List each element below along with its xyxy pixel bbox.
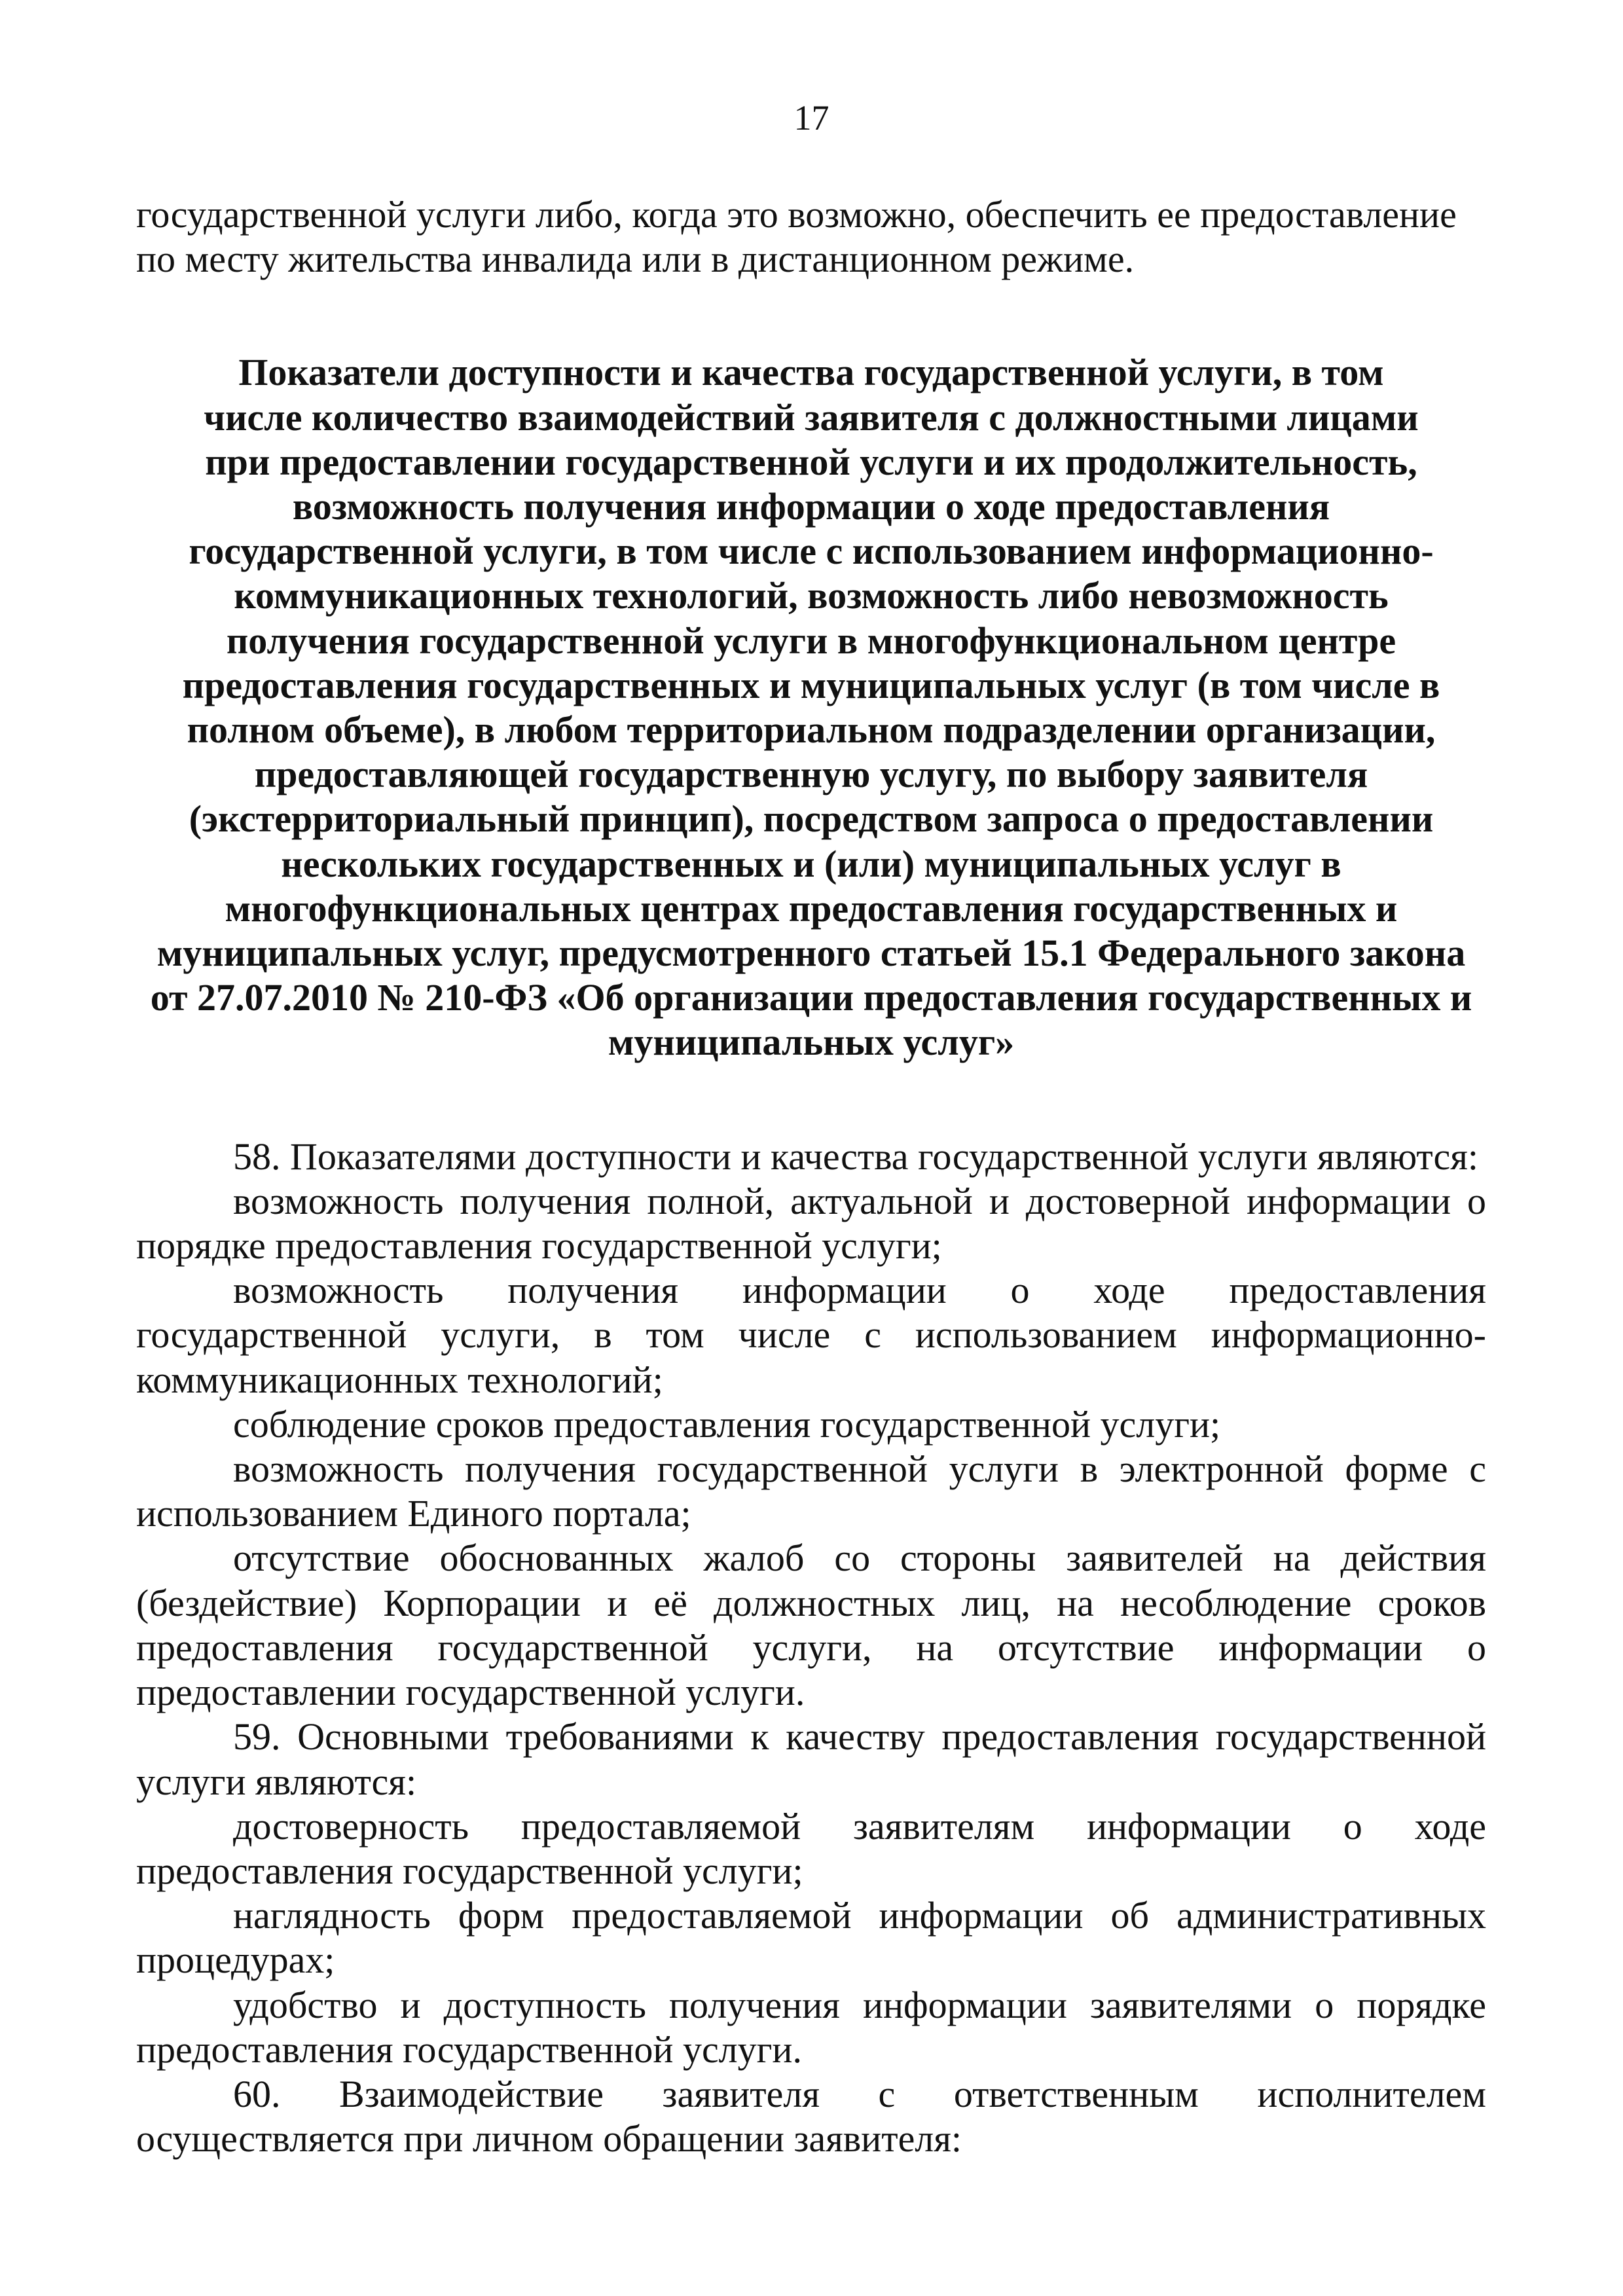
heading-line: полном объеме), в любом территориальном подразделении организации, — [187, 708, 1436, 752]
heading-line: возможность получения информации о ходе предоставления — [292, 485, 1330, 528]
heading-line: нескольких государственных и (или) муниципальных услуг в — [281, 842, 1341, 885]
paragraph-58: 58. Показателями доступности и качества государственной услуги являются: — [233, 1135, 1478, 1178]
heading-line: от 27.07.2010 № 210-ФЗ «Об организации предоставления государственных и — [150, 976, 1472, 1019]
list-item: возможность получения полной, актуальной и достоверной информации о порядке предоставления государственной услуги; — [136, 1179, 1486, 1267]
intro-line: государственной услуги либо, когда это возможно, обеспечить ее предоставление — [136, 193, 1457, 236]
document-body — [136, 192, 1486, 2161]
heading-line: числе количество взаимодействий заявителя с должностными лицами — [204, 395, 1419, 439]
paragraph-list — [136, 1135, 1486, 2162]
intro-line: по месту жительства инвалида или в дистанционном режиме. — [136, 238, 1135, 281]
paragraph-60: 60. Взаимодействие заявителя с ответственным исполнителем осуществляется при личном обращении заявителя: — [136, 2072, 1486, 2160]
heading-line: получения государственной услуги в многофункциональном центре — [226, 619, 1396, 662]
heading-line: предоставления государственных и муниципальных услуг (в том числе в — [182, 663, 1440, 706]
heading-line: многофункциональных центрах предоставления государственных и — [225, 886, 1398, 930]
heading-line: коммуникационных технологий, возможность либо невозможность — [234, 574, 1389, 617]
heading-line: Показатели доступности и качества государственной услуги, в том — [238, 351, 1384, 394]
intro-paragraph — [136, 192, 1486, 282]
list-item: достоверность предоставляемой заявителям информации о ходе предоставления государственной услуги; — [136, 1804, 1486, 1892]
list-item: возможность получения государственной услуги в электронной форме с использованием Единого портала; — [136, 1448, 1486, 1535]
page-number: 17 — [793, 98, 830, 137]
heading-line: (экстерриториальный принцип), посредством запроса о предоставлении — [189, 797, 1434, 841]
paragraph-59: 59. Основными требованиями к качеству предоставления государственной услуги являются: — [136, 1715, 1486, 1803]
heading-line: государственной услуги, в том числе с использованием информационно- — [189, 530, 1434, 573]
section-heading — [136, 350, 1486, 1065]
heading-line: предоставляющей государственную услугу, по выбору заявителя — [254, 753, 1368, 796]
list-item: удобство и доступность получения информации заявителями о порядке предоставления государственной услуги. — [136, 1983, 1486, 2071]
list-item: возможность получения информации о ходе предоставления государственной услуги, в том числе с использованием информационно-коммуникационных технологий; — [136, 1269, 1486, 1401]
heading-line: при предоставлении государственной услуги и их продолжительность, — [205, 440, 1417, 483]
heading-line: муниципальных услуг» — [608, 1021, 1015, 1064]
list-item: наглядность форм предоставляемой информации об административных процедурах; — [136, 1894, 1486, 1982]
list-item: отсутствие обоснованных жалоб со стороны заявителей на действия (бездействие) Корпорации и её должностных лиц, на несоблюдение сроков предоставления государственной услуги, на отсутствие информации о предоставлении государственной услуги. — [136, 1537, 1486, 1714]
list-item: соблюдение сроков предоставления государственной услуги; — [233, 1402, 1221, 1446]
heading-line: муниципальных услуг, предусмотренного статьей 15.1 Федерального закона — [156, 932, 1466, 975]
